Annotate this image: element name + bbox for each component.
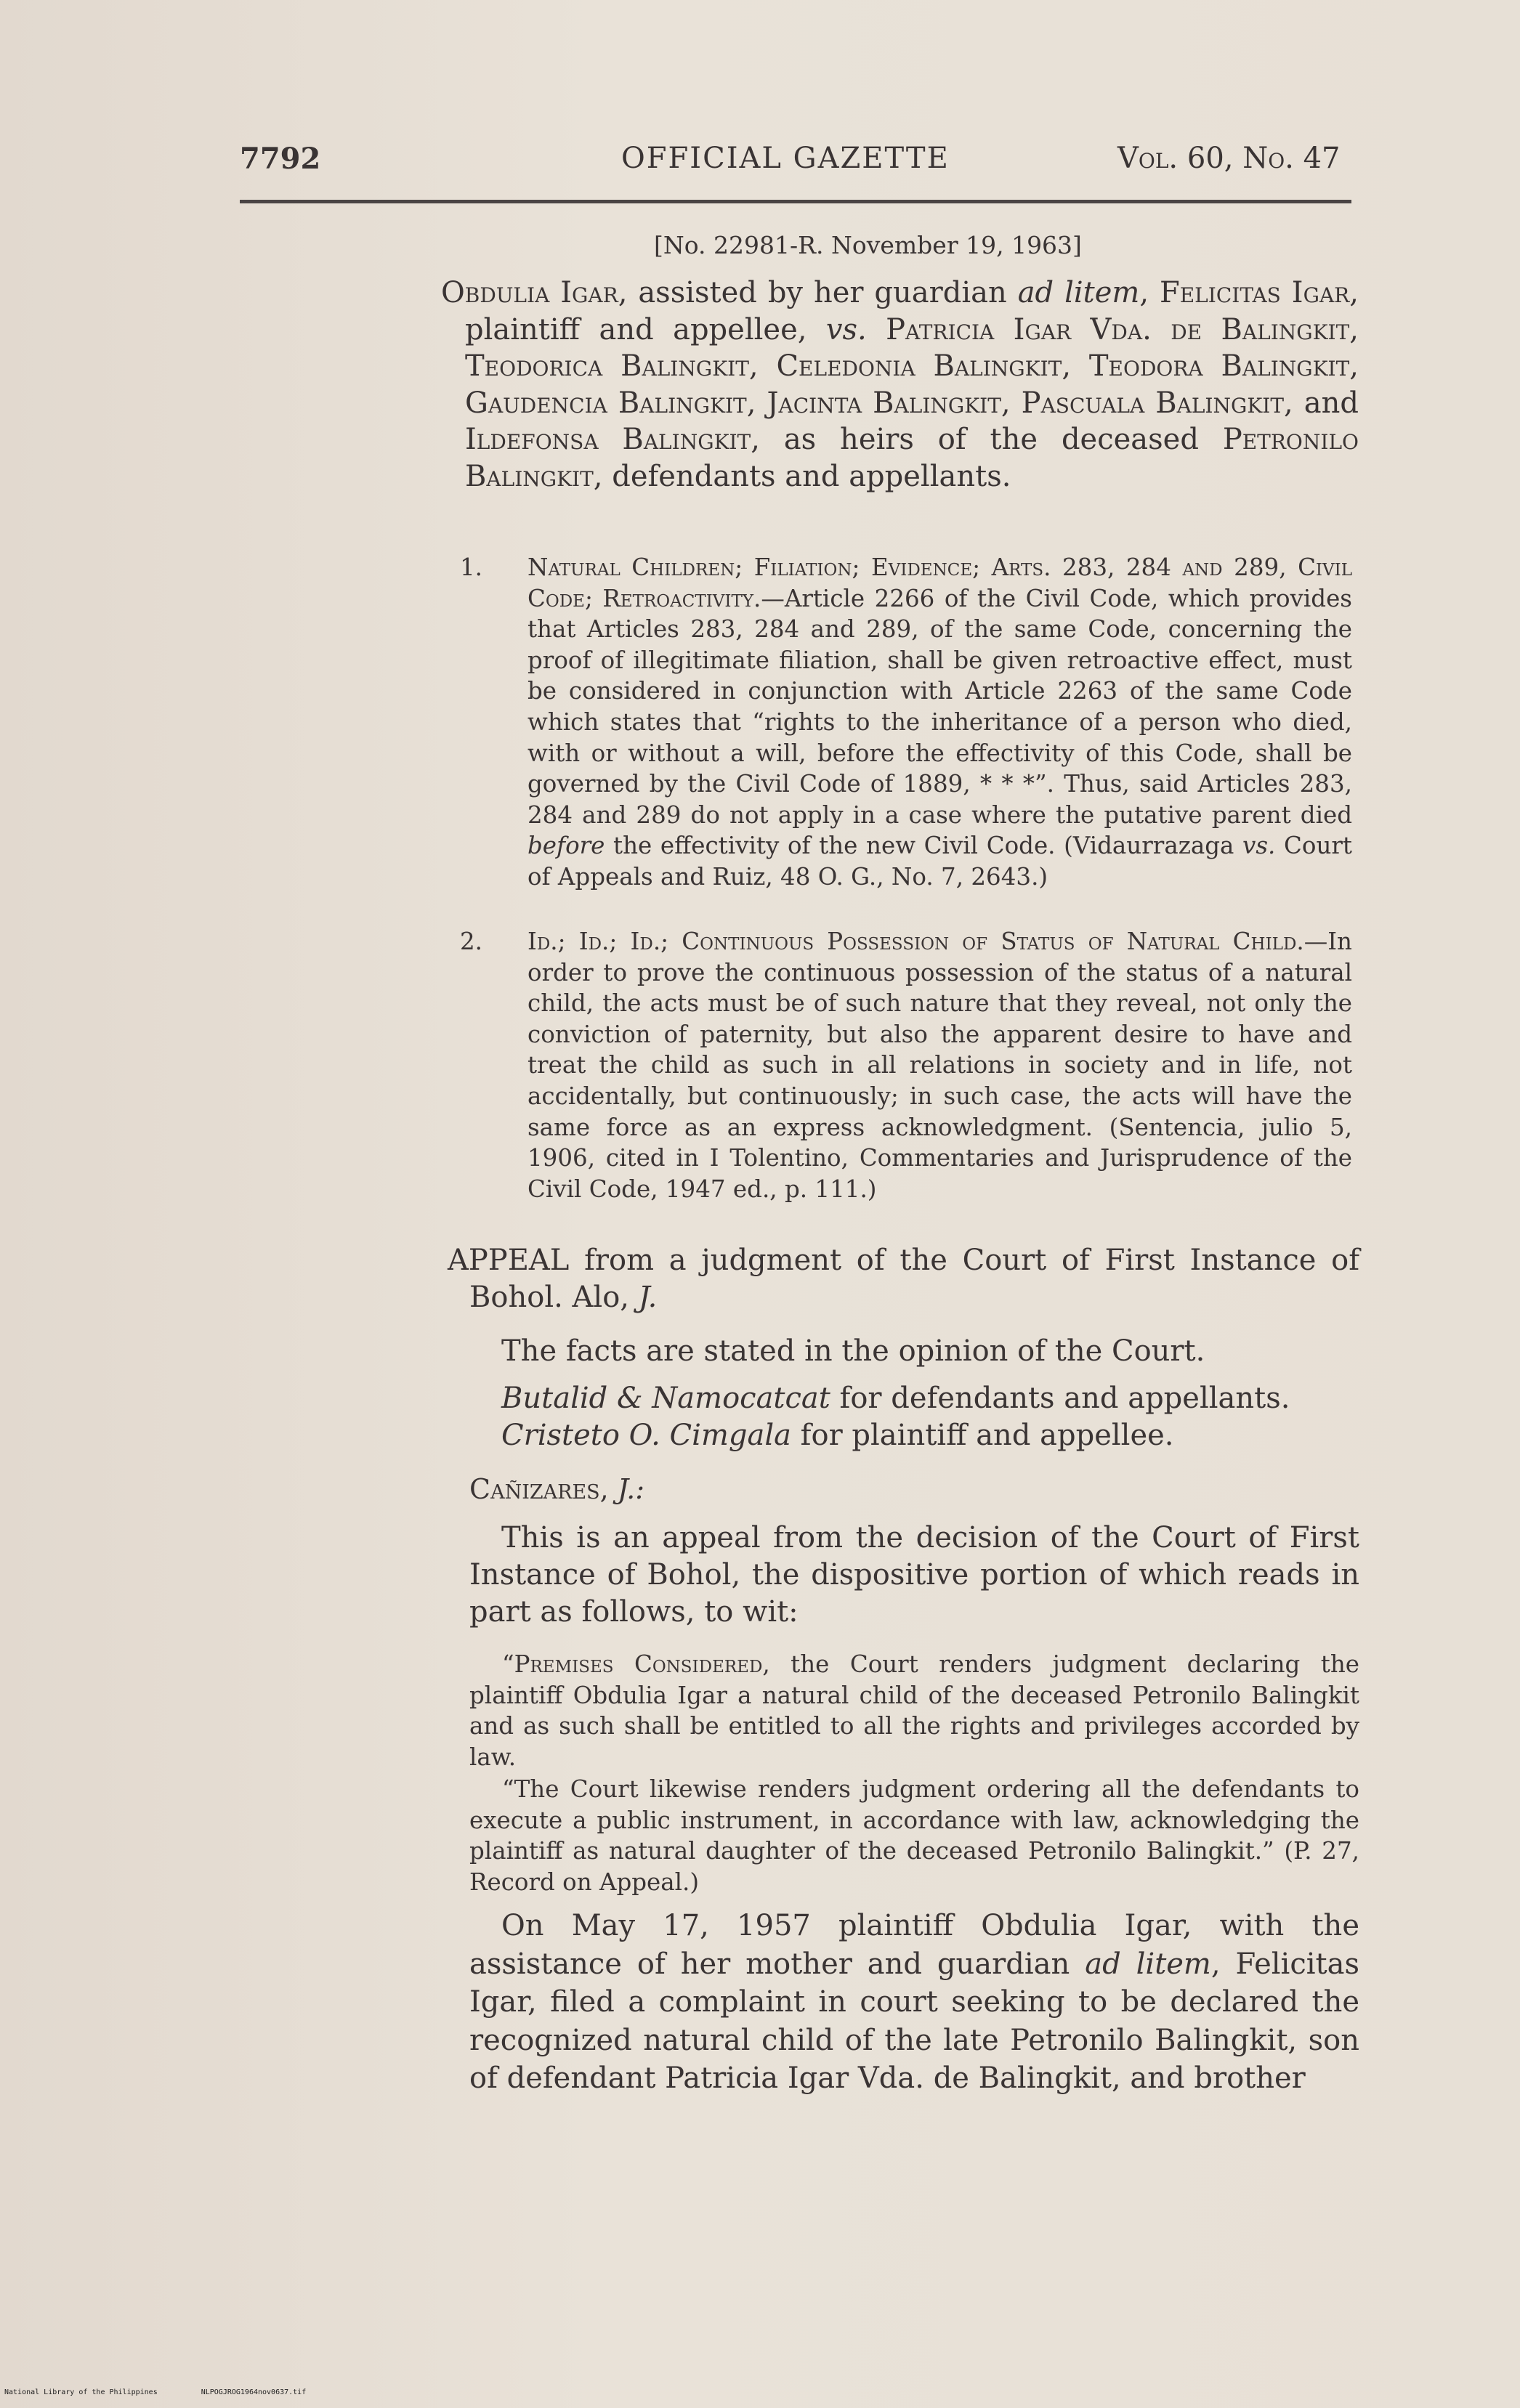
quoted-dispositive xyxy=(469,1649,1359,1772)
caption-text: , plaintiff and appellee, xyxy=(465,276,1359,346)
counsel-role: for plaintiff and appellee. xyxy=(791,1419,1174,1452)
ponente xyxy=(469,1471,644,1508)
counsel-name: Cristeto O. Cimgala xyxy=(501,1419,791,1452)
quote-lead: “Premises Considered xyxy=(502,1650,763,1678)
justice-title: J.: xyxy=(617,1473,644,1505)
case-caption xyxy=(441,275,1359,495)
quoted-dispositive: “The Court likewise renders judgment ordering all the defendants to execute a public instrument, in accordance with law, acknowledging the plaintiff as natural daughter of the deceased Petronilo Balingkit.” (P. 27, Record on Appeal.) xyxy=(469,1775,1359,1896)
facts-line: The facts are stated in the opinion of the Court. xyxy=(501,1334,1205,1368)
syllabus-text: —Article 2266 of the Civil Code, which provides that Articles 283, 284 and 289, of the same Code, concerning the proof of illegitimate filiation, shall be given retroactive effect, must be considered in conjunction with Article 2263 of the same Code which states that “rights to the inheritance of a person who died, with or without a will, before the effectivity of this Code, shall be governed by the Civil Code of 1889, * * *”. Thus, said Articles 283, 284 and 289 do not apply in a case where the putative parent died xyxy=(527,584,1352,829)
opinion-intro: This is an appeal from the decision of the Court of First Instance of Bohol, the dispositive portion of which reads in part as follows, to wit: xyxy=(469,1521,1359,1629)
header-rule xyxy=(240,200,1351,203)
caption-italic: ad litem xyxy=(1017,276,1140,309)
counsel-name: Butalid & Namocatcat xyxy=(501,1382,830,1415)
docket-line: [No. 22981-R. November 19, 1963] xyxy=(654,231,1082,259)
syllabus-italic: vs. xyxy=(1242,832,1276,860)
party-name: Petronilo Balingkit xyxy=(465,423,1359,493)
judge-abbrev: J. xyxy=(638,1281,658,1314)
opinion-paragraph xyxy=(469,1907,1359,2098)
party-name: Felicitas Igar xyxy=(1159,276,1350,309)
page-number: 7792 xyxy=(240,142,321,176)
appeal-line xyxy=(448,1242,1359,1316)
appeal-text: APPEAL from a judgment of the Court of First Instance of Bohol. Alo, xyxy=(448,1244,1359,1314)
syllabus-heading: Natural Children; Filiation; Evidence; Arts. 283, 284 and 289, Civil Code; Retroactivity. xyxy=(527,554,1352,612)
volume-number: Vol. 60, No. 47 xyxy=(1117,142,1341,175)
quote-text: , the Court renders judgment declaring the plaintiff Obdulia Igar a natural child of the deceased Petronilo Balingkit and as such shall be entitled to all the rights and privileges accorded by law. xyxy=(469,1650,1359,1771)
syllabus-heading: Id.; Id.; Id.; Continuous Possession of Status of Natural Child. xyxy=(527,928,1304,955)
body-text: On May 17, 1957 plaintiff Obdulia Igar, with the assistance of her mother and guardian xyxy=(469,1909,1359,1981)
counsel-line xyxy=(501,1380,1359,1417)
caption-text: , xyxy=(1139,276,1160,309)
syllabus-text: —In order to prove the continuous possession of the status of a natural child, the acts must be of such nature that they reveal, not only the conviction of paternity, but also the apparent desire to have and treat the child as such in all relations in society and in life, not accidentally, but continuously; in such case, the acts will have the same force as an express acknowledgment. (Sentencia, julio 5, 1906, cited in I Tolentino, Commentaries and Jurisprudence of the Civil Code, 1947 ed., p. 111.) xyxy=(527,928,1352,1203)
caption-italic: vs. xyxy=(825,312,867,346)
syllabus-italic: before xyxy=(527,832,605,860)
caption-text: , defendants and appellants. xyxy=(593,459,1011,493)
justice-name: Cañizares, xyxy=(469,1473,618,1505)
party-name: Ildefonsa Balingkit xyxy=(465,423,751,456)
syllabus-text: the effectivity of the new Civil Code. (Vidaurrazaga xyxy=(605,832,1243,860)
syllabus-text: Court of Appeals and Ruiz, 48 O. G., No. 7, 2643.) xyxy=(527,832,1352,891)
syllabus-number: 2. xyxy=(460,928,483,955)
party-name: Obdulia Igar xyxy=(441,276,618,309)
body-italic: ad litem xyxy=(1085,1947,1211,1981)
counsel-block xyxy=(501,1380,1359,1454)
counsel-role: for defendants and appellants. xyxy=(830,1382,1290,1415)
caption-text xyxy=(867,313,886,346)
publication-title: OFFICIAL GAZETTE xyxy=(621,142,950,175)
body-text: , Felicitas Igar, filed a complaint in court seeking to be declared the recognized natural child of the late Petronilo Balingkit, son of defendant Patricia Igar Vda. de Balingkit, and brother xyxy=(469,1947,1359,2095)
syllabus-item xyxy=(460,552,1352,893)
syllabus-item xyxy=(460,926,1352,1204)
party-name: Patricia Igar Vda. de Balingkit, Teodorica Balingkit, Celedonia Balingkit, Teodora Balingkit, Gaudencia Balingkit, Jacinta Balingkit, Pascuala Balingkit xyxy=(465,312,1359,420)
scan-footer xyxy=(4,2388,349,2396)
caption-text: , and xyxy=(1284,386,1359,420)
footer-filename: NLPOGJROG1964nov0637.tif xyxy=(201,2388,307,2396)
syllabus-number: 1. xyxy=(460,554,483,581)
footer-library: National Library of the Philippines xyxy=(4,2388,158,2396)
counsel-line xyxy=(501,1417,1359,1454)
caption-text: , assisted by her guardian xyxy=(618,276,1018,309)
caption-text: , as heirs of the deceased xyxy=(751,423,1223,456)
